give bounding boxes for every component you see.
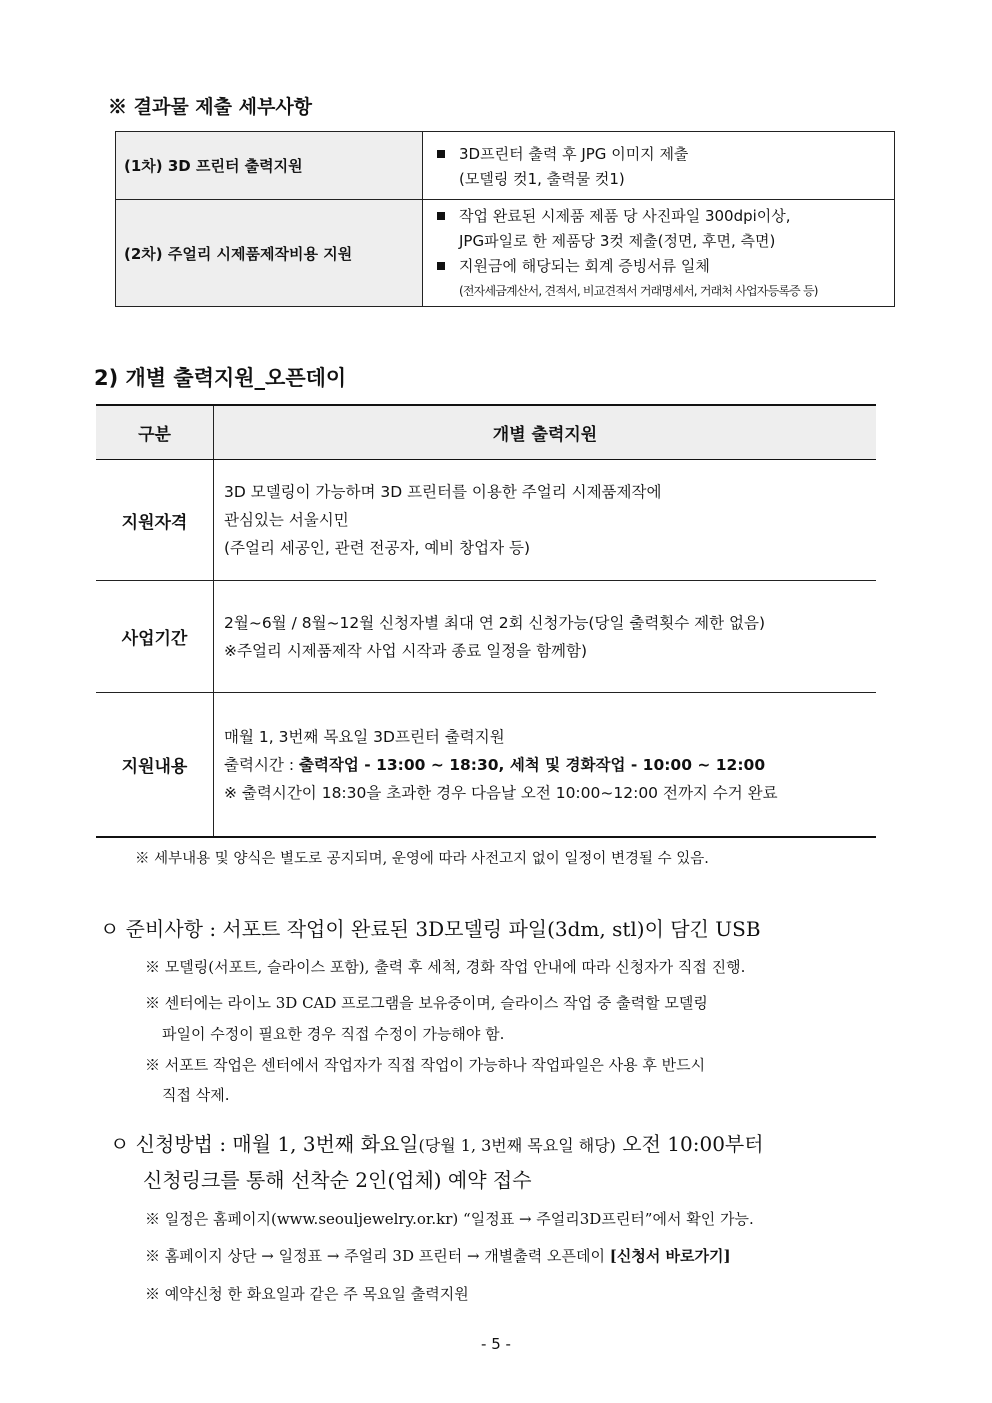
apply-heading: ㅇ 신청방법 : 매월 1, 3번째 화요일(당월 1, 3번째 목요일 해당) 오전 10:00부터 <box>110 1132 764 1156</box>
results-table <box>115 131 895 307</box>
square-bullet-icon <box>437 212 445 220</box>
apply-note: ※ 홈페이지 상단 → 일정표 → 주얼리 3D 프린터 → 개별출력 오픈데이 [신청서 바로가기] <box>145 1247 731 1265</box>
row-label: 사업기간 <box>96 581 214 693</box>
apply-note: ※ 일정은 홈페이지(www.seouljewelry.or.kr) “일정표 → 주얼리3D프린터”에서 확인 가능. <box>145 1210 754 1228</box>
row-label: 지원내용 <box>96 693 214 838</box>
section-title-results: ※ 결과물 제출 세부사항 <box>108 96 313 118</box>
square-bullet-icon <box>437 150 445 158</box>
prep-note: ※ 모델링(서포트, 슬라이스 포함), 출력 후 세척, 경화 작업 안내에 따라 신청자가 직접 진행. <box>145 958 746 976</box>
section-title-openday: 2) 개별 출력지원_오픈데이 <box>94 366 347 390</box>
table-row: 지원내용 매월 1, 3번째 목요일 3D프린터 출력지원 출력시간 : 출력작업 - 13:00 ~ 18:30, 세척 및 경화작업 - 10:00 ~ 12:00 ※ 출력시간이 18:30을 초과한 경우 다음날 오전 10:00~12:00 전까지 수거 완료 <box>96 693 876 838</box>
apply-heading-line2: 신청링크를 통해 선착순 2인(업체) 예약 접수 <box>143 1168 532 1192</box>
table-row: 지원자격 3D 모델링이 가능하며 3D 프린터를 이용한 주얼리 시제품제작에 관심있는 서울시민 (주얼리 세공인, 관련 전공자, 예비 창업자 등) <box>96 460 876 581</box>
prep-note: 직접 삭제. <box>162 1086 230 1104</box>
prep-note: ※ 센터에는 라이노 3D CAD 프로그램을 보유중이며, 슬라이스 작업 중 출력할 모델링 <box>145 994 708 1012</box>
application-link[interactable]: [신청서 바로가기] <box>609 1247 731 1265</box>
table-row: 사업기간 2월~6월 / 8월~12월 신청자별 최대 연 2회 신청가능(당일 출력횟수 제한 없음) ※주얼리 시제품제작 사업 시작과 종료 일정을 함께함) <box>96 581 876 693</box>
page-number: - 5 - <box>481 1335 511 1353</box>
row-label: (1차) 3D 프린터 출력지원 <box>116 132 423 200</box>
square-bullet-icon <box>437 262 445 270</box>
table-header: 구분 개별 출력지원 <box>96 405 876 460</box>
prep-note: ※ 서포트 작업은 센터에서 작업자가 직접 작업이 가능하나 작업파일은 사용 후 반드시 <box>145 1056 706 1074</box>
openday-table <box>96 404 876 838</box>
prep-note: 파일이 수정이 필요한 경우 직접 수정이 가능해야 함. <box>162 1025 505 1043</box>
prep-heading: ㅇ 준비사항 : 서포트 작업이 완료된 3D모델링 파일(3dm, stl)이 담긴 USB <box>100 917 761 941</box>
row-label: 지원자격 <box>96 460 214 581</box>
table-row: (2차) 주얼리 시제품제작비용 지원 작업 완료된 시제품 제품 당 사진파일 300dpi이상, JPG파일로 한 제품당 3컷 제출(정면, 후면, 측면) 지원금에 해당되는 회계 증빙서류 일체 (전자세금계산서, 견적서, 비교견적서 거래명세서, 거래처 사업자등록증 등) <box>116 200 895 307</box>
table-row: (1차) 3D 프린터 출력지원 3D프린터 출력 후 JPG 이미지 제출 (모델링 컷1, 출력물 컷1) <box>116 132 895 200</box>
apply-note: ※ 예약신청 한 화요일과 같은 주 목요일 출력지원 <box>145 1285 469 1303</box>
schedule-note: ※ 세부내용 및 양식은 별도로 공지되며, 운영에 따라 사전고지 없이 일정이 변경될 수 있음. <box>135 851 709 867</box>
row-label: (2차) 주얼리 시제품제작비용 지원 <box>116 200 423 307</box>
